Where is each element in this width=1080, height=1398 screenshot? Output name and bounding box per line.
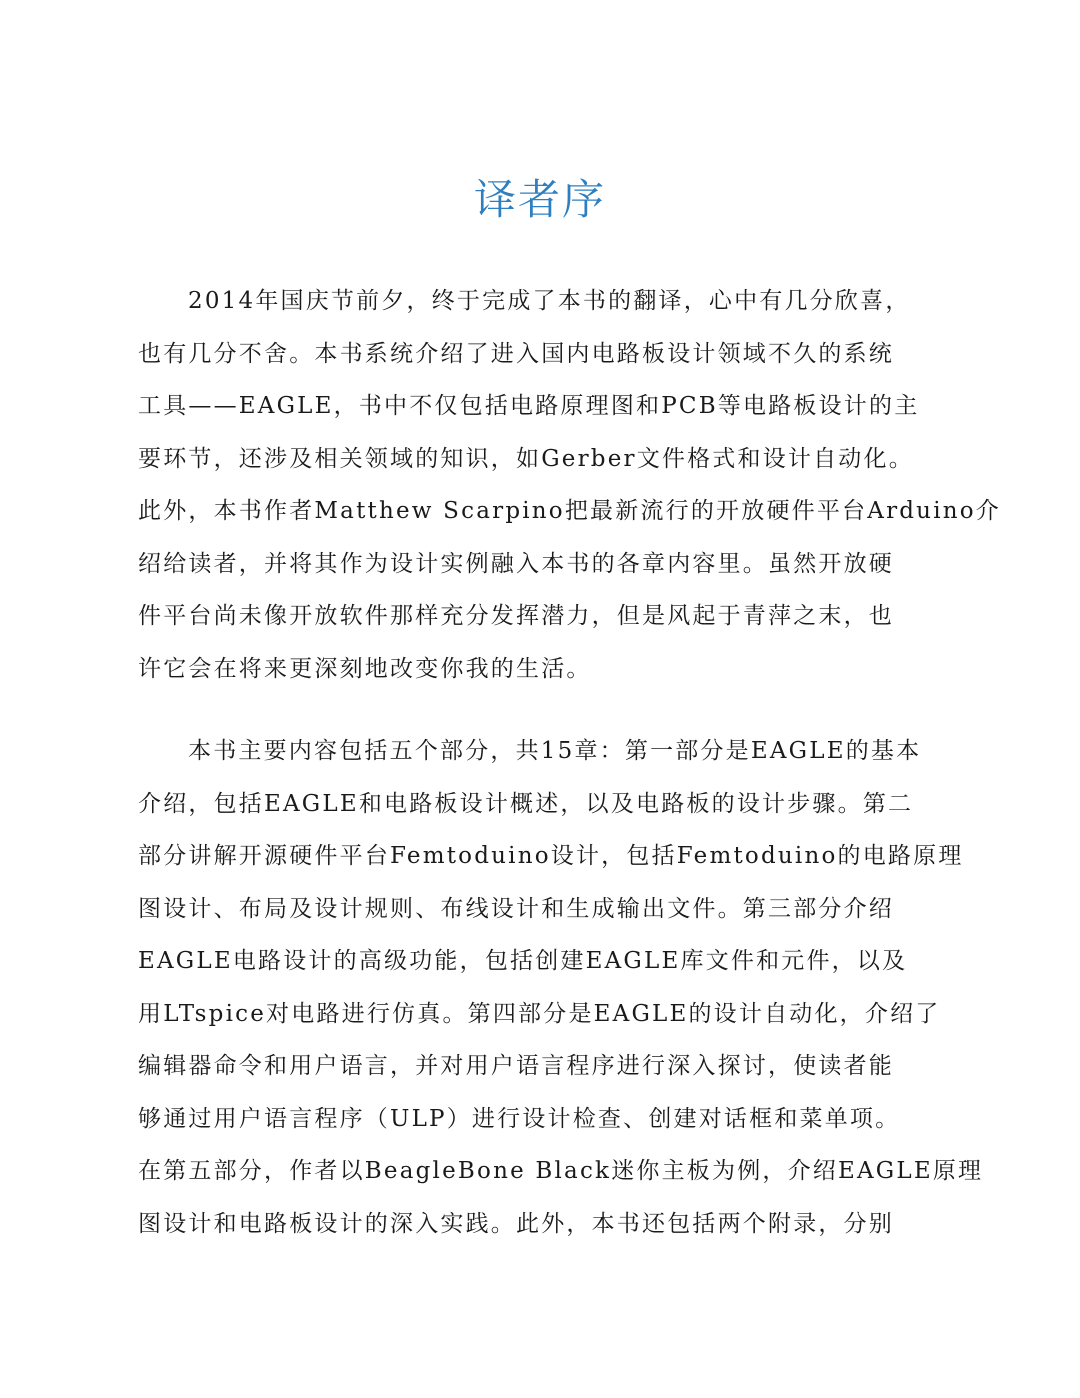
text-line: 在第五部分，作者以BeagleBone Black迷你主板为例，介绍EAGLE原理 bbox=[138, 1158, 984, 1184]
text-line: 工具——EAGLE，书中不仅包括电路原理图和PCB等电路板设计的主 bbox=[138, 393, 920, 419]
text-line: 够通过用户语言程序（ULP）进行设计检查、创建对话框和菜单项。 bbox=[138, 1105, 901, 1132]
text-line: 图设计、布局及设计规则、布线设计和生成输出文件。第三部分介绍 bbox=[138, 895, 894, 922]
text-line: 部分讲解开源硬件平台Femtoduino设计，包括Femtoduino的电路原理 bbox=[138, 843, 964, 869]
text-line: 2014年国庆节前夕，终于完成了本书的翻译，心中有几分欣喜， bbox=[188, 288, 911, 314]
page-title: 译者序 bbox=[473, 175, 606, 224]
text-line: 图设计和电路板设计的深入实践。此外，本书还包括两个附录，分别 bbox=[138, 1210, 894, 1237]
text-line: 本书主要内容包括五个部分，共15章：第一部分是EAGLE的基本 bbox=[188, 738, 922, 764]
text-line: 此外，本书作者Matthew Scarpino把最新流行的开放硬件平台Arduino介 bbox=[138, 498, 1002, 524]
text-line: 要环节，还涉及相关领域的知识，如Gerber文件格式和设计自动化。 bbox=[138, 445, 914, 472]
text-line: 介绍，包括EAGLE和电路板设计概述，以及电路板的设计步骤。第二 bbox=[138, 790, 914, 817]
paragraph-2 bbox=[138, 725, 984, 1250]
text-line: 编辑器命令和用户语言，并对用户语言程序进行深入探讨，使读者能 bbox=[138, 1053, 894, 1079]
text-line: 件平台尚未像开放软件那样充分发挥潜力，但是风起于青萍之末，也 bbox=[138, 603, 894, 629]
paragraph-1 bbox=[138, 275, 1002, 695]
text-line: 也有几分不舍。本书系统介绍了进入国内电路板设计领域不久的系统 bbox=[138, 340, 894, 367]
text-line: 许它会在将来更深刻地改变你我的生活。 bbox=[138, 655, 592, 682]
text-line: EAGLE电路设计的高级功能，包括创建EAGLE库文件和元件，以及 bbox=[138, 948, 908, 974]
text-line: 用LTspice对电路进行仿真。第四部分是EAGLE的设计自动化，介绍了 bbox=[138, 1000, 941, 1027]
text-line: 绍给读者，并将其作为设计实例融入本书的各章内容里。虽然开放硬 bbox=[138, 550, 894, 577]
